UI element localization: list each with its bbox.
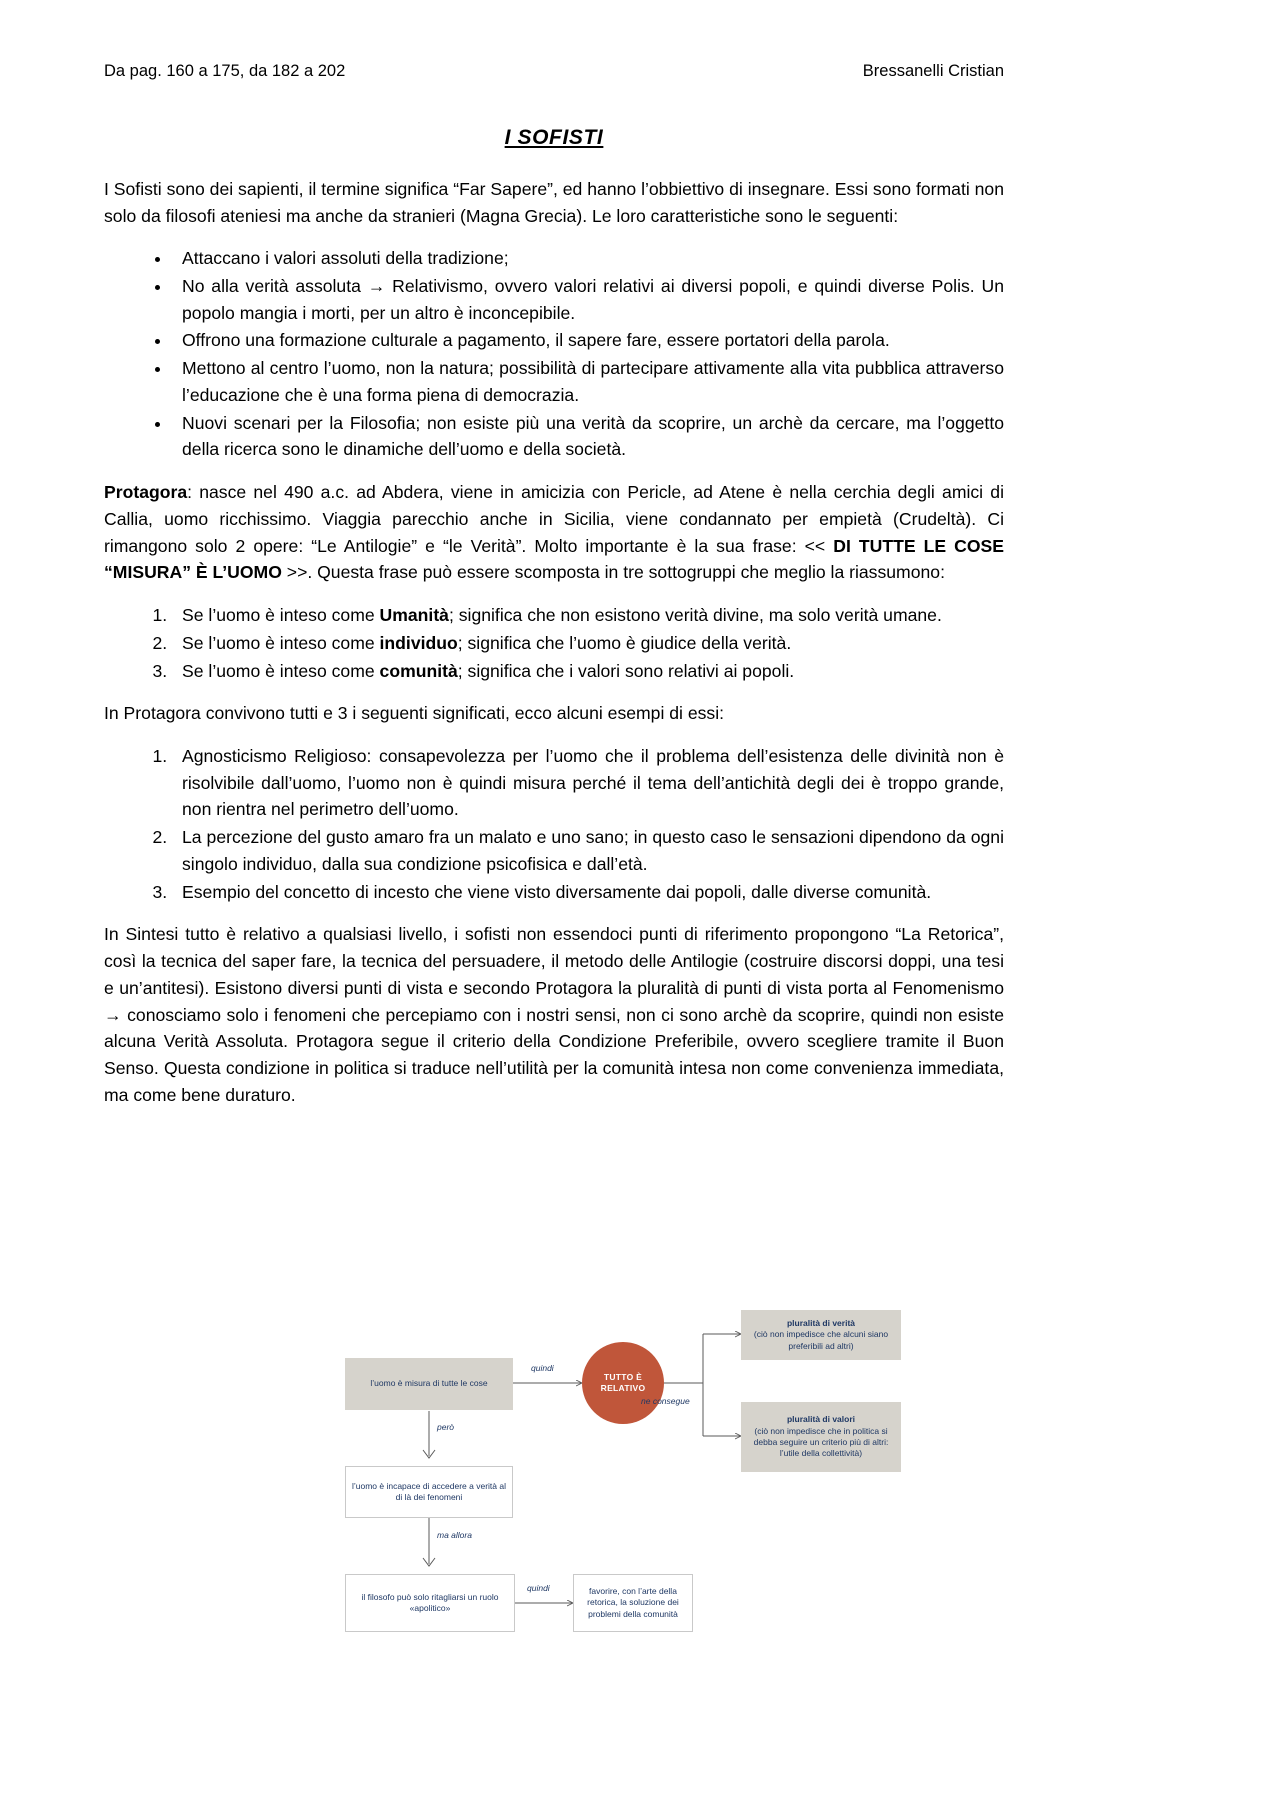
diagram-box-apolitico: il filosofo può solo ritagliarsi un ruolo «apolitico» <box>345 1574 515 1632</box>
item-post: ; significa che l’uomo è giudice della verità. <box>457 632 792 653</box>
list-item: • Nuovi scenari per la Filosofia; non esiste più una verità da scoprire, un archè da cercare, ma l’oggetto della ricerca sono le dinamiche dell’uomo e della società. <box>172 410 1004 463</box>
list-item: • Attaccano i valori assoluti della tradizione; <box>172 245 1004 272</box>
diagram-label-quindi-1: quindi <box>531 1363 554 1373</box>
item-pre: Se l’uomo è inteso come <box>182 632 380 653</box>
list-item: 2. La percezione del gusto amaro fra un malato e uno sano; in questo caso le sensazioni dipendono da ogni singolo individuo, dalla sua condizione psicofisica e dall’età. <box>172 824 1004 877</box>
item-post: ; significa che non esistono verità divine, ma solo verità umane. <box>448 605 942 626</box>
list-item: • Mettono al centro l’uomo, non la natura; possibilità di partecipare attivamente alla vita pubblica attraverso l’educazione che è una forma piena di democrazia. <box>172 355 1004 408</box>
list-item: • No alla verità assoluta → Relativismo, ovvero valori relativi ai diversi popoli, e quindi diverse Polis. Un popolo mangia i morti, per un altro è inconcepibile. <box>172 273 1004 326</box>
diagram-circle-tutto-relativo: TUTTO È RELATIVO <box>582 1342 664 1424</box>
sintesi-paragraph: In Sintesi tutto è relativo a qualsiasi livello, i sofisti non essendoci punti di riferimento propongono “La Retorica”, così la tecnica del saper fare, la tecnica del persuadere, il metodo delle Antilogie (costruire discorsi doppi, una tesi e un’antitesi). Esistono diversi punti di vista e secondo Protagora la pluralità di punti di vista porta al Fenomenismo → conosciamo solo i fenomeni che percepiamo con i nostri sensi, non ci sono archè da scoprire, quindi non esiste alcuna Verità Assoluta. Protagora segue il criterio della Condizione Preferibile, ovvero scegliere tramite il Buon Senso. Questa condizione in politica si traduce nell’utilità per la comunità intesa non come convenienza immediata, ma come bene duraturo. <box>104 924 1004 1105</box>
page-header <box>104 62 1004 82</box>
document-content <box>104 62 1004 1109</box>
characteristics-list <box>104 245 1004 463</box>
box-title: pluralità di valori <box>786 1414 856 1425</box>
protagora-paragraph <box>104 479 1004 586</box>
list-item: 3. Esempio del concetto di incesto che viene visto diversamente dai popoli, dalle diverse comunità. <box>172 879 1004 906</box>
diagram-label-ne-consegue: ne consegue <box>641 1396 690 1406</box>
protagora-text-1: : nasce nel 490 a.c. ad Abdera, viene in amicizia con Pericle, ad Atene è nella cerchia degli amici di Callia, uomo ricchissimo. Viaggia parecchio anche in Sicilia, viene condannato per empietà (Crudeltà). Ci rimangono solo 2 opere: “Le Antilogie” e “le Verità”. Molto importante è la sua frase: << <box>104 482 1004 556</box>
diagram-box-retorica: favorire, con l’arte della retorica, la soluzione dei problemi della comunità <box>573 1574 693 1632</box>
item-post: ; significa che i valori sono relativi ai popoli. <box>457 660 795 681</box>
item-bold: comunità <box>379 660 458 681</box>
protagora-label: Protagora <box>104 482 188 503</box>
mid-paragraph: In Protagora convivono tutti e 3 i seguenti significati, ecco alcuni esempi di essi: <box>104 703 725 724</box>
diagram-box-pluralita-valori <box>741 1402 901 1472</box>
list-item <box>172 658 1004 685</box>
box-body: (ciò non impedisce che alcuni siano preferibili ad altri) <box>753 1329 889 1351</box>
page-title: I SOFISTI <box>504 125 604 149</box>
item-pre: Se l’uomo è inteso come <box>182 660 380 681</box>
header-page-range: Da pag. 160 a 175, da 182 a 202 <box>104 62 346 80</box>
item-bold: Umanità <box>379 605 449 626</box>
flow-diagram <box>345 1318 915 1798</box>
diagram-box-pluralita-verita <box>741 1310 901 1360</box>
list-item: • Offrono una formazione culturale a pagamento, il sapere fare, essere portatori della parola. <box>172 327 1004 354</box>
diagram-box-incapace: l’uomo è incapace di accedere a verità al di là dei fenomeni <box>345 1466 513 1518</box>
list-item <box>172 602 1004 629</box>
list-item: 1. Agnosticismo Religioso: consapevolezza per l’uomo che il problema dell’esistenza delle divinità non è risolvibile dall’uomo, l’uomo non è quindi misura perché il tema dell’antichità degli dei è troppo grande, non rientra nel perimetro dell’uomo. <box>172 743 1004 823</box>
diagram-label-ma-allora: ma allora <box>437 1530 472 1540</box>
protagora-quote: DI TUTTE LE COSE “MISURA” È L’UOMO <box>104 535 1004 583</box>
sottogruppi-list <box>104 602 1004 684</box>
intro-paragraph: I Sofisti sono dei sapienti, il termine significa “Far Sapere”, ed hanno l’obbiettivo di insegnare. Essi sono formati non solo da filosofi ateniesi ma anche da stranieri (Magna Grecia). Le loro caratteristiche sono le seguenti: <box>104 178 1004 226</box>
protagora-text-2: >>. Questa frase può essere scomposta in tre sottogruppi che meglio la riassumono: <box>281 562 945 583</box>
list-item <box>172 630 1004 657</box>
diagram-box-misura: l’uomo è misura di tutte le cose <box>345 1358 513 1410</box>
item-pre: Se l’uomo è inteso come <box>182 605 380 626</box>
diagram-label-pero: però <box>437 1422 455 1432</box>
esempi-list <box>104 743 1004 905</box>
box-body: (ciò non impedisce che in politica si debba seguire un criterio più di altri: l’utile della collettività) <box>753 1425 889 1459</box>
diagram-label-quindi-2: quindi <box>527 1583 550 1593</box>
item-bold: individuo <box>379 632 458 653</box>
header-author: Bressanelli Cristian <box>862 62 1004 80</box>
box-title: pluralità di verità <box>786 1317 856 1328</box>
